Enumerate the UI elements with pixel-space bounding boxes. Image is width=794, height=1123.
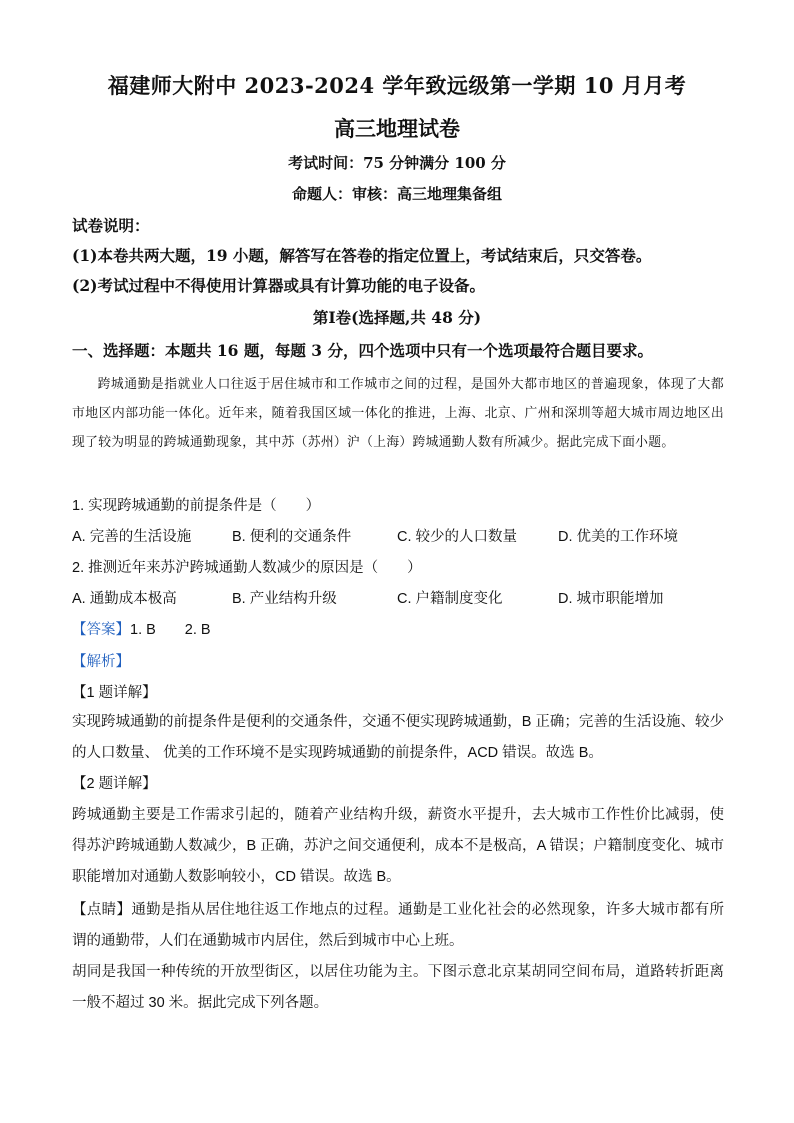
detail-2-text: 跨城通勤主要是工作需求引起的，随着产业结构升级，薪资水平提升，去大城市工作性价比减弱，使得苏沪跨城通勤人数减少，B 正确，苏沪之间交通便利，成本不是极高，A 错误；户籍制度变化、城市职能增加对通勤人数影响较小，CD 错误。故选 B。 [72,807,724,885]
question-2-option-b[interactable]: B. 产业结构升级 [232,591,337,607]
exam-authors: 命题人：审核：高三地理集备组 [291,185,502,203]
answer-text: 1. B 2. B [130,622,211,638]
tip-label: 【点睛】 [72,902,132,918]
question-2-option-d[interactable]: D. 城市职能增加 [558,591,664,607]
instruction-item-1: (1)本卷共两大题，19 小题，解答写在答卷的指定位置上，考试结束后，只交答卷。 [72,246,652,265]
question-2-stem: 2. 推测近年来苏沪跨城通勤人数减少的原因是（ ） [72,560,422,576]
reading-passage: 跨城通勤是指就业人口往返于居住城市和工作城市之间的过程，是国外大都市地区的普遍现象，体现了大都市地区内部功能一体化。近年来，随着我国区域一体化的推进，上海、北京、广州和深圳等超大城市周边地区出现了较为明显的跨城通勤现象，其中苏（苏州）沪（上海）跨城通勤人数有所减少。据此完成下面小题。 [72,377,724,450]
part-heading: 一、选择题：本题共 16 题，每题 3 分，四个选项中只有一个选项最符合题目要求。 [72,341,653,360]
analysis-label: 【解析】 [72,654,130,670]
detail-1-text: 实现跨城通勤的前提条件是便利的交通条件，交通不便实现跨城通勤，B 正确；完善的生活设施、较少的人口数量、 优美的工作环境不是实现跨城通勤的前提条件，ACD 错误。故选 B。 [72,714,724,761]
answer-line [72,618,211,639]
question-1-option-c[interactable]: C. 较少的人口数量 [397,529,518,545]
question-2-option-c[interactable]: C. 户籍制度变化 [397,591,503,607]
next-intro: 胡同是我国一种传统的开放型街区，以居住功能为主。下图示意北京某胡同空间布局，道路转折距离一般不超过 30 米。据此完成下列各题。 [72,964,724,1011]
question-1-option-d[interactable]: D. 优美的工作环境 [558,529,679,545]
tip-text: 通勤是指从居住地往返工作地点的过程。通勤是工业化社会的必然现象，许多大城市都有所谓的通勤带，人们在通勤城市内居住，然后到城市中心上班。 [72,902,725,949]
exam-title: 福建师大附中 2023-2024 学年致远级第一学期 10 月月考 [107,73,687,98]
tip-block [72,895,724,957]
exam-info: 考试时间：75 分钟满分 100 分 [288,154,506,172]
section-title: 第Ⅰ卷(选择题,共 48 分) [312,308,482,327]
detail-1-label: 【1 题详解】 [72,685,157,701]
question-2-option-a[interactable]: A. 通勤成本极高 [72,591,177,607]
exam-subtitle: 高三地理试卷 [334,116,460,141]
question-1-option-a[interactable]: A. 完善的生活设施 [72,529,192,545]
instructions-heading: 试卷说明： [72,216,150,235]
detail-2-label: 【2 题详解】 [72,776,157,792]
instruction-item-2: (2)考试过程中不得使用计算器或具有计算功能的电子设备。 [72,276,485,295]
answer-label: 【答案】 [72,622,130,638]
question-1-option-b[interactable]: B. 便利的交通条件 [232,529,352,545]
question-1-stem: 1. 实现跨城通勤的前提条件是（ ） [72,498,321,514]
